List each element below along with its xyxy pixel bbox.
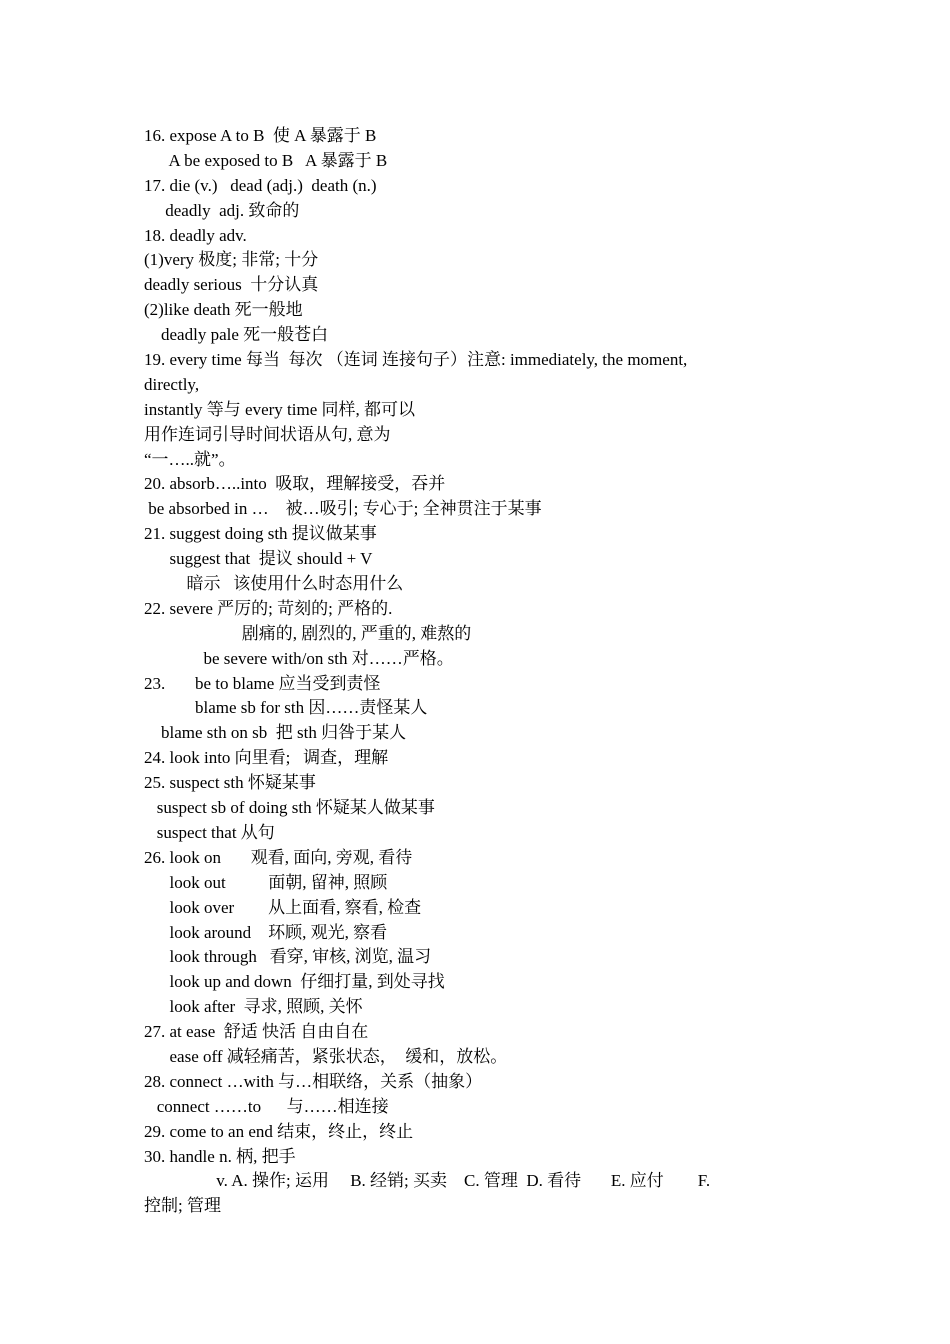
text-line: v. A. 操作; 运用 B. 经销; 买卖 C. 管理 D. 看待 E. 应付 F. (144, 1171, 711, 1191)
text-line: 24. look into 向里看; 调查，理解 (144, 748, 389, 768)
text-line: suspect sb of doing sth 怀疑某人做某事 (144, 798, 435, 818)
text-line: blame sb for sth 因……责怪某人 (144, 698, 428, 718)
text-line: 用作连词引导时间状语从句, 意为 (144, 424, 391, 444)
text-line: 17. die (v.) dead (adj.) death (n.) (144, 175, 377, 195)
text-line: directly, (144, 374, 200, 394)
text-line: look through 看穿, 审核, 浏览, 温习 (144, 947, 432, 967)
text-line: 20. absorb…..into 吸取，理解接受，吞并 (144, 474, 446, 494)
text-line: 16. expose A to B 使 A 暴露于 B (144, 126, 377, 145)
text-line: 27. at ease 舒适 快活 自由自在 (144, 1022, 369, 1042)
text-line: look over 从上面看, 察看, 检查 (144, 897, 422, 917)
text-line: A be exposed to B A 暴露于 B (144, 150, 388, 170)
text-line: 22. severe 严厉的; 苛刻的; 严格的. (144, 598, 393, 618)
text-line: deadly adj. 致命的 (144, 200, 300, 220)
text-line: connect ……to 与……相连接 (144, 1096, 389, 1116)
text-line: 28. connect …with 与…相联络，关系（抽象） (144, 1071, 483, 1091)
text-line: suspect that 从句 (144, 822, 275, 842)
text-line: 暗示 该使用什么时态用什么 (144, 574, 404, 594)
text-line: 30. handle n. 柄, 把手 (144, 1146, 296, 1166)
text-line: look after 寻求, 照顾, 关怀 (144, 997, 363, 1017)
text-line: be absorbed in … 被…吸引; 专心于; 全神贯注于某事 (144, 499, 542, 519)
text-line: “一…..就”。 (144, 449, 236, 469)
text-line: 23. be to blame 应当受到责怪 (144, 673, 381, 693)
text-line: 29. come to an end 结束，终止，终止 (144, 1121, 414, 1141)
text-line: 21. suggest doing sth 提议做某事 (144, 524, 377, 544)
text-line: 控制; 管理 (144, 1196, 221, 1216)
text-line: deadly serious 十分认真 (144, 275, 319, 295)
text-line: instantly 等与 every time 同样, 都可以 (144, 399, 416, 419)
text-line: suggest that 提议 should + V (144, 549, 373, 569)
text-line: look up and down 仔细打量, 到处寻找 (144, 972, 445, 992)
text-line: 26. look on 观看, 面向, 旁观, 看待 (144, 847, 413, 867)
text-line: 18. deadly adv. (144, 225, 247, 245)
text-line: ease off 减轻痛苦，紧张状态， 缓和，放松。 (144, 1046, 508, 1066)
text-line: (2)like death 死一般地 (144, 300, 303, 320)
text-line: deadly pale 死一般苍白 (144, 325, 329, 345)
text-line: (1)very 极度; 非常; 十分 (144, 250, 319, 270)
text-line: look out 面朝, 留神, 照顾 (144, 872, 388, 892)
text-line: look around 环顾, 观光, 察看 (144, 922, 388, 942)
text-line: 剧痛的, 剧烈的, 严重的, 难熬的 (144, 623, 472, 643)
text-line: be severe with/on sth 对……严格。 (144, 648, 454, 668)
text-line: blame sth on sb 把 sth 归咎于某人 (144, 723, 407, 743)
text-line: 25. suspect sth 怀疑某事 (144, 773, 316, 793)
document-body (144, 124, 804, 1219)
text-line: 19. every time 每当 每次 （连词 连接句子）注意: immediately, the moment, (144, 350, 688, 370)
